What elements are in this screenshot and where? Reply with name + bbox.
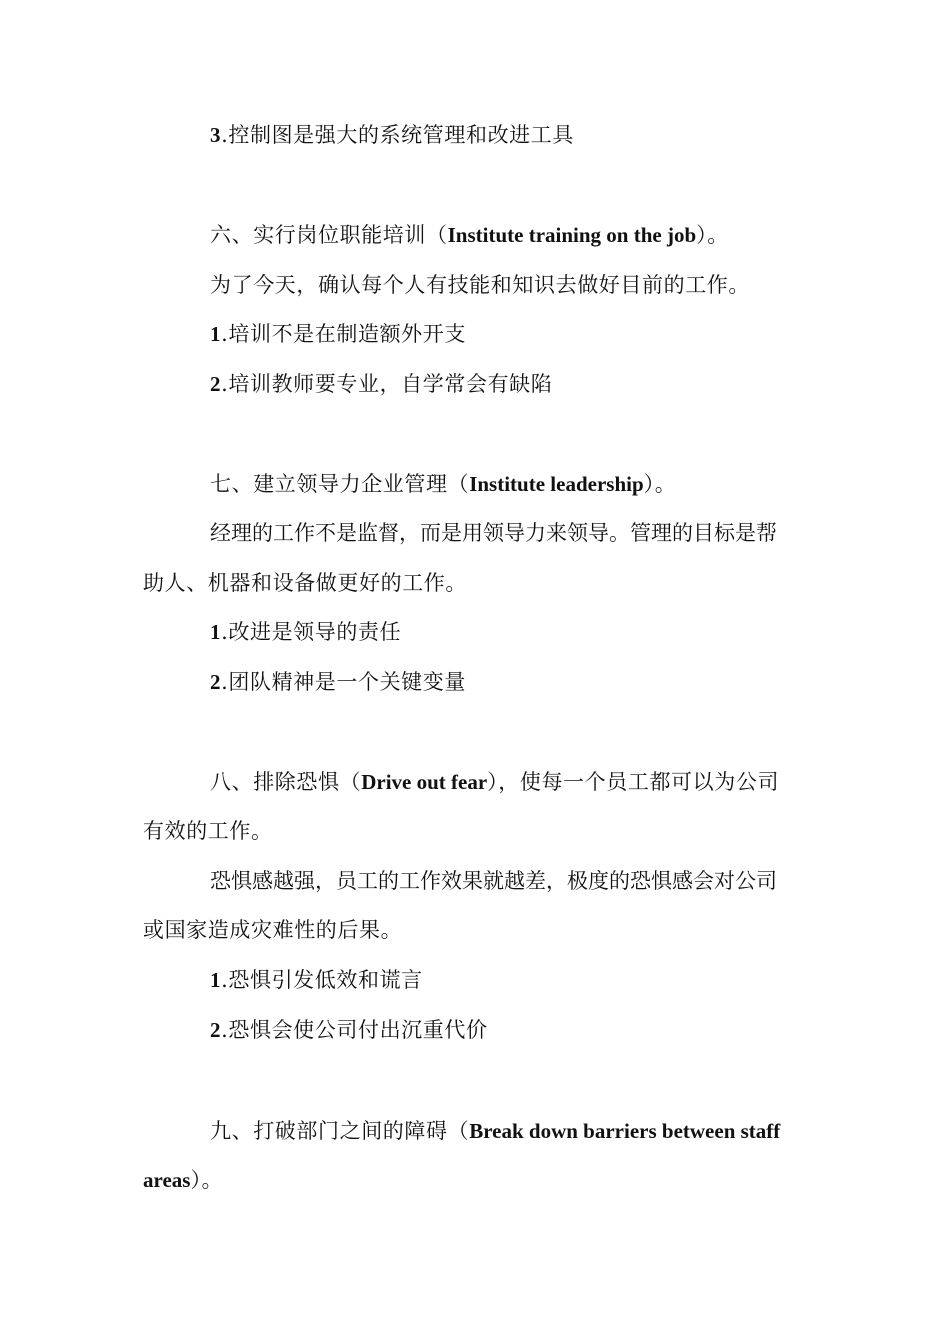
paragraph-line: 或国家造成灾难性的后果。 [143,918,403,942]
list-number: 2 [210,372,222,396]
list-text: .团队精神是一个关键变量 [221,670,466,694]
section-heading [210,1116,810,1146]
list-number: 3 [210,123,222,147]
list-text: .恐惧会使公司付出沉重代价 [221,1018,488,1042]
paragraph: 为了今天，确认每个人有技能和知识去做好目前的工作。 [210,273,750,297]
heading-english: Break down barriers between staff [469,1119,781,1143]
list-item [210,965,810,995]
list-item [210,667,810,697]
list-item [210,120,810,150]
list-text: .改进是领导的责任 [221,620,402,644]
section-heading-continuation: 有效的工作。 [143,819,273,843]
heading-english: areas [143,1168,191,1192]
list-item [210,369,810,399]
heading-text: 六、实行岗位职能培训（ [210,223,448,247]
list-item [210,319,810,349]
heading-text: ）。 [643,472,677,496]
list-number: 1 [210,968,222,992]
heading-english: Institute leadership [469,472,644,496]
list-number: 1 [210,620,222,644]
list-text: .培训不是在制造额外开支 [221,322,466,346]
heading-text: ）。 [696,223,729,247]
heading-text: 八、排除恐惧（ [210,770,362,794]
list-item [210,1015,810,1045]
paragraph-line: 助人、机器和设备做更好的工作。 [143,571,467,595]
section-heading [210,220,810,250]
paragraph-line: 经理的工作不是监督，而是用领导力来领导。管理的目标是帮 [210,521,777,545]
section-heading-continuation [143,1165,809,1195]
list-item [210,617,810,647]
section-heading [210,469,810,499]
heading-text: 七、建立领导力企业管理（ [210,472,470,496]
list-number: 2 [210,1018,222,1042]
paragraph-line: 恐惧感越强，员工的工作效果就越差，极度的恐惧感会对公司 [210,869,777,893]
list-text: .培训教师要专业，自学常会有缺陷 [221,372,553,396]
list-text: .控制图是强大的系统管理和改进工具 [221,123,574,147]
list-number: 1 [210,322,222,346]
heading-text: ）。 [190,1168,224,1192]
heading-english: Drive out fear [361,770,488,794]
list-text: .恐惧引发低效和谎言 [221,968,423,992]
section-heading [210,767,810,797]
heading-text: 九、打破部门之间的障碍（ [210,1119,470,1143]
heading-text: ），使每一个员工都可以为公司 [487,770,780,794]
list-number: 2 [210,670,222,694]
heading-english: Institute training on the job [447,223,697,247]
